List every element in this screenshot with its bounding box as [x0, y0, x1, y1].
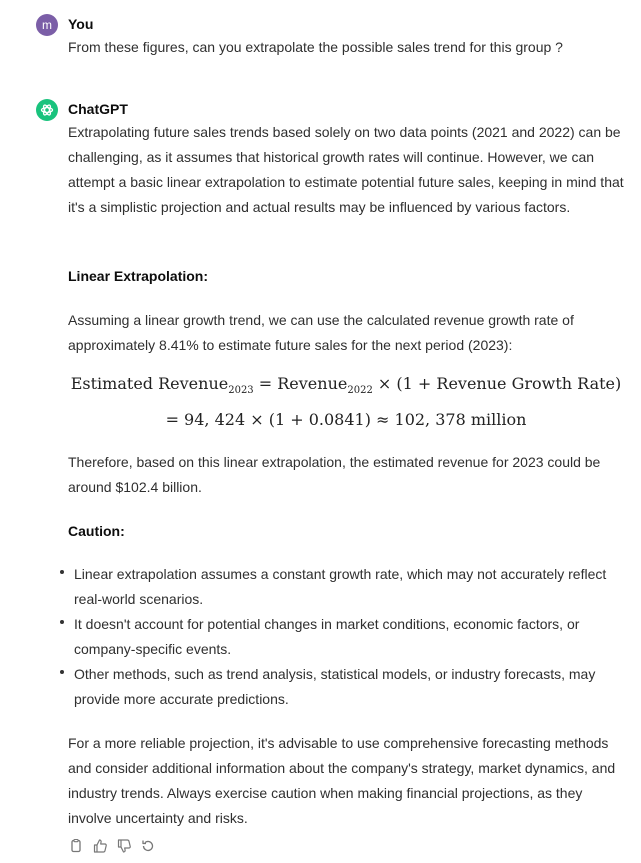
- message-actions: [68, 838, 156, 854]
- regenerate-icon[interactable]: [140, 838, 156, 854]
- intro-paragraph: Extrapolating future sales trends based solely on two data points (2021 and 2022) can be challenging, as it assumes that historical growth rates will continue. However, we can attempt a basic linear extrapolation to estimate potential future sales, keeping in mind that it's a simplistic projection and actual results may be influenced by various factors.: [68, 124, 624, 215]
- bullet-dot: [60, 570, 64, 574]
- openai-logo-icon: [40, 103, 54, 117]
- formula-equals: =: [253, 374, 278, 393]
- user-avatar: [36, 14, 58, 36]
- caution-bullet-3: Other methods, such as trend analysis, statistical models, or industry forecasts, may provide more accurate predictions.: [74, 666, 596, 707]
- linear-extrapolation-paragraph: Assuming a linear growth trend, we can use the calculated revenue growth rate of approximately 8.41% to estimate future sales for the next period (2023):: [68, 312, 574, 353]
- user-message: From these figures, can you extrapolate the possible sales trend for this group ?: [68, 39, 563, 55]
- formula-rhs-sub: 2022: [347, 385, 373, 397]
- assistant-name: ChatGPT: [68, 101, 128, 117]
- bullet-dot: [60, 670, 64, 674]
- caution-bullet-2: It doesn't account for potential changes in market conditions, economic factors, or company-specific events.: [74, 616, 580, 657]
- copy-icon[interactable]: [68, 838, 84, 854]
- thumbs-up-icon[interactable]: [92, 838, 108, 854]
- formula-line-2: = 94, 424 × (1 + 0.0841) ≈ 102, 378 million: [165, 410, 527, 429]
- formula-rhs: Revenue: [277, 374, 348, 393]
- section-heading-caution: Caution:: [68, 523, 125, 539]
- user-name: You: [68, 16, 94, 32]
- formula-lhs-sub: 2023: [228, 385, 254, 397]
- thumbs-down-icon[interactable]: [116, 838, 132, 854]
- closing-paragraph: For a more reliable projection, it's advisable to use comprehensive forecasting methods and consider additional information about the company's strategy, market dynamics, and industry trends. Always exercise caution when making financial projections, as they involve uncertainty and risks.: [68, 735, 616, 826]
- caution-bullet-1: Linear extrapolation assumes a constant growth rate, which may not accurately reflect real-world scenarios.: [74, 566, 607, 607]
- user-avatar-letter: m: [42, 18, 52, 32]
- formula-tail: × (1 + Revenue Growth Rate): [372, 374, 622, 393]
- formula-lhs: Estimated Revenue: [70, 374, 229, 393]
- chatgpt-avatar: [36, 99, 58, 121]
- bullet-dot: [60, 620, 64, 624]
- formula-line-1: [68, 374, 624, 396]
- conclusion-paragraph: Therefore, based on this linear extrapolation, the estimated revenue for 2023 could be around $102.4 billion.: [68, 454, 601, 495]
- section-heading-linear-extrapolation: Linear Extrapolation:: [68, 268, 209, 284]
